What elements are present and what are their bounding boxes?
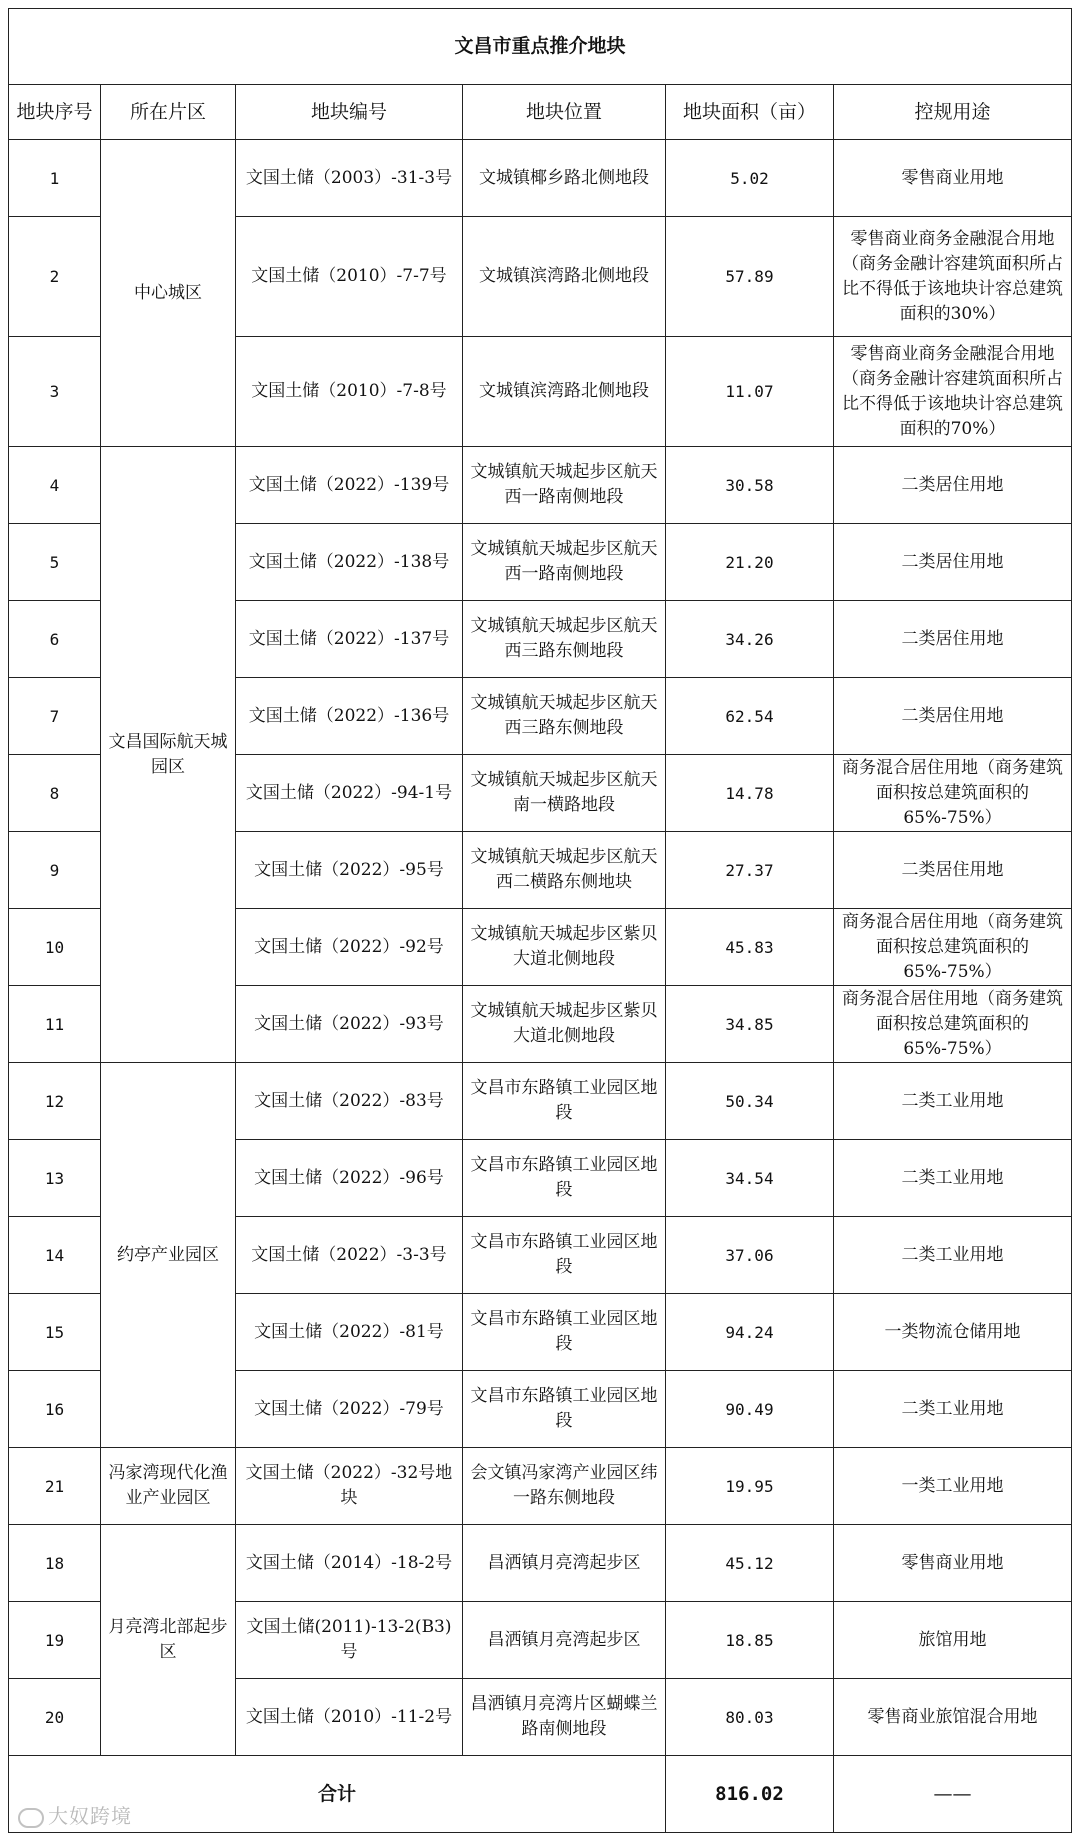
row-seq: 15	[9, 1294, 101, 1371]
row-usage: 二类居住用地	[834, 601, 1072, 678]
row-location: 文城镇椰乡路北侧地段	[463, 140, 666, 217]
row-location: 文城镇航天城起步区紫贝大道北侧地段	[463, 986, 666, 1063]
row-seq: 19	[9, 1602, 101, 1679]
row-seq: 9	[9, 832, 101, 909]
row-size: 94.24	[666, 1294, 834, 1371]
row-location: 文昌市东路镇工业园区地段	[463, 1294, 666, 1371]
header-area: 所在片区	[101, 85, 236, 140]
row-usage: 二类工业用地	[834, 1371, 1072, 1448]
row-code: 文国土储（2010）-11-2号	[236, 1679, 463, 1756]
row-location: 昌洒镇月亮湾起步区	[463, 1602, 666, 1679]
row-size: 5.02	[666, 140, 834, 217]
row-usage: 零售商业用地	[834, 140, 1072, 217]
row-usage: 零售商业商务金融混合用地（商务金融计容建筑面积所占比不得低于该地块计容总建筑面积的30%）	[834, 217, 1072, 337]
total-usage: ——	[834, 1756, 1072, 1833]
row-size: 50.34	[666, 1063, 834, 1140]
header-seq: 地块序号	[9, 85, 101, 140]
row-seq: 21	[9, 1448, 101, 1525]
row-seq: 4	[9, 447, 101, 524]
zone-name: 冯家湾现代化渔业产业园区	[101, 1448, 236, 1525]
row-seq: 8	[9, 755, 101, 832]
row-seq: 18	[9, 1525, 101, 1602]
row-code: 文国土储（2022）-96号	[236, 1140, 463, 1217]
row-location: 文城镇航天城起步区航天西三路东侧地段	[463, 601, 666, 678]
row-code: 文国土储（2022）-95号	[236, 832, 463, 909]
table-row	[9, 1063, 1072, 1140]
table-title: 文昌市重点推介地块	[9, 9, 1072, 85]
row-seq: 6	[9, 601, 101, 678]
row-usage: 二类工业用地	[834, 1140, 1072, 1217]
table-row	[9, 1448, 1072, 1525]
row-location: 会文镇冯家湾产业园区纬一路东侧地段	[463, 1448, 666, 1525]
row-seq: 3	[9, 337, 101, 447]
row-code: 文国土储（2022）-3-3号	[236, 1217, 463, 1294]
row-location: 文城镇航天城起步区航天西一路南侧地段	[463, 447, 666, 524]
header-code: 地块编号	[236, 85, 463, 140]
watermark	[18, 1800, 132, 1829]
row-seq: 1	[9, 140, 101, 217]
row-seq: 11	[9, 986, 101, 1063]
row-location: 文城镇航天城起步区航天西三路东侧地段	[463, 678, 666, 755]
row-location: 文昌市东路镇工业园区地段	[463, 1140, 666, 1217]
title-row	[9, 9, 1072, 85]
total-size: 816.02	[666, 1756, 834, 1833]
row-seq: 7	[9, 678, 101, 755]
header-usage: 控规用途	[834, 85, 1072, 140]
row-usage: 商务混合居住用地（商务建筑面积按总建筑面积的65%-75%）	[834, 755, 1072, 832]
row-usage: 商务混合居住用地（商务建筑面积按总建筑面积的65%-75%）	[834, 986, 1072, 1063]
row-code: 文国土储（2022）-136号	[236, 678, 463, 755]
row-usage: 一类工业用地	[834, 1448, 1072, 1525]
header-row	[9, 85, 1072, 140]
row-location: 昌洒镇月亮湾起步区	[463, 1525, 666, 1602]
row-size: 34.54	[666, 1140, 834, 1217]
row-size: 18.85	[666, 1602, 834, 1679]
row-code: 文国土储（2010）-7-7号	[236, 217, 463, 337]
row-location: 文城镇航天城起步区航天西二横路东侧地块	[463, 832, 666, 909]
zone-name: 中心城区	[101, 140, 236, 447]
row-size: 34.85	[666, 986, 834, 1063]
row-size: 27.37	[666, 832, 834, 909]
row-location: 文昌市东路镇工业园区地段	[463, 1217, 666, 1294]
row-size: 62.54	[666, 678, 834, 755]
row-seq: 5	[9, 524, 101, 601]
row-code: 文国土储（2014）-18-2号	[236, 1525, 463, 1602]
row-location: 文昌市东路镇工业园区地段	[463, 1371, 666, 1448]
row-usage: 零售商业商务金融混合用地（商务金融计容建筑面积所占比不得低于该地块计容总建筑面积的70%）	[834, 337, 1072, 447]
row-usage: 二类居住用地	[834, 447, 1072, 524]
row-code: 文国土储（2022）-83号	[236, 1063, 463, 1140]
header-location: 地块位置	[463, 85, 666, 140]
row-size: 21.20	[666, 524, 834, 601]
row-size: 19.95	[666, 1448, 834, 1525]
row-usage: 二类居住用地	[834, 678, 1072, 755]
row-seq: 20	[9, 1679, 101, 1756]
row-size: 90.49	[666, 1371, 834, 1448]
row-code: 文国土储（2022）-94-1号	[236, 755, 463, 832]
header-size: 地块面积（亩）	[666, 85, 834, 140]
table-row	[9, 140, 1072, 217]
row-code: 文国土储（2022）-79号	[236, 1371, 463, 1448]
row-size: 14.78	[666, 755, 834, 832]
row-seq: 12	[9, 1063, 101, 1140]
row-code: 文国土储（2022）-93号	[236, 986, 463, 1063]
row-location: 文昌市东路镇工业园区地段	[463, 1063, 666, 1140]
row-seq: 10	[9, 909, 101, 986]
row-size: 11.07	[666, 337, 834, 447]
row-size: 45.83	[666, 909, 834, 986]
watermark-logo-icon	[18, 1808, 44, 1828]
land-parcel-table	[8, 8, 1072, 1833]
row-seq: 16	[9, 1371, 101, 1448]
row-location: 文城镇滨湾路北侧地段	[463, 337, 666, 447]
table-row	[9, 447, 1072, 524]
row-usage: 零售商业旅馆混合用地	[834, 1679, 1072, 1756]
row-location: 文城镇滨湾路北侧地段	[463, 217, 666, 337]
total-label: 合计	[9, 1756, 666, 1833]
row-usage: 二类工业用地	[834, 1217, 1072, 1294]
document-sheet	[8, 8, 1071, 1833]
row-usage: 旅馆用地	[834, 1602, 1072, 1679]
row-size: 30.58	[666, 447, 834, 524]
row-code: 文国土储（2022）-139号	[236, 447, 463, 524]
row-location: 昌洒镇月亮湾片区蝴蝶兰路南侧地段	[463, 1679, 666, 1756]
row-code: 文国土储（2022）-81号	[236, 1294, 463, 1371]
zone-name: 文昌国际航天城园区	[101, 447, 236, 1063]
row-seq: 13	[9, 1140, 101, 1217]
row-code: 文国土储（2010）-7-8号	[236, 337, 463, 447]
row-code: 文国土储（2022）-137号	[236, 601, 463, 678]
row-code: 文国土储（2003）-31-3号	[236, 140, 463, 217]
row-usage: 二类居住用地	[834, 832, 1072, 909]
table-row	[9, 1525, 1072, 1602]
row-size: 80.03	[666, 1679, 834, 1756]
row-usage: 二类工业用地	[834, 1063, 1072, 1140]
row-seq: 14	[9, 1217, 101, 1294]
row-usage: 二类居住用地	[834, 524, 1072, 601]
row-code: 文国土储（2022）-138号	[236, 524, 463, 601]
row-size: 45.12	[666, 1525, 834, 1602]
row-code: 文国土储(2011)-13-2(B3)号	[236, 1602, 463, 1679]
zone-name: 约亭产业园区	[101, 1063, 236, 1448]
row-usage: 零售商业用地	[834, 1525, 1072, 1602]
row-code: 文国土储（2022）-92号	[236, 909, 463, 986]
total-row	[9, 1756, 1072, 1833]
row-location: 文城镇航天城起步区紫贝大道北侧地段	[463, 909, 666, 986]
zone-name: 月亮湾北部起步区	[101, 1525, 236, 1756]
row-size: 57.89	[666, 217, 834, 337]
row-size: 34.26	[666, 601, 834, 678]
row-usage: 一类物流仓储用地	[834, 1294, 1072, 1371]
row-size: 37.06	[666, 1217, 834, 1294]
row-location: 文城镇航天城起步区航天西一路南侧地段	[463, 524, 666, 601]
row-usage: 商务混合居住用地（商务建筑面积按总建筑面积的65%-75%）	[834, 909, 1072, 986]
watermark-text: 大奴跨境	[48, 1804, 132, 1828]
row-location: 文城镇航天城起步区航天南一横路地段	[463, 755, 666, 832]
row-code: 文国土储（2022）-32号地块	[236, 1448, 463, 1525]
row-seq: 2	[9, 217, 101, 337]
